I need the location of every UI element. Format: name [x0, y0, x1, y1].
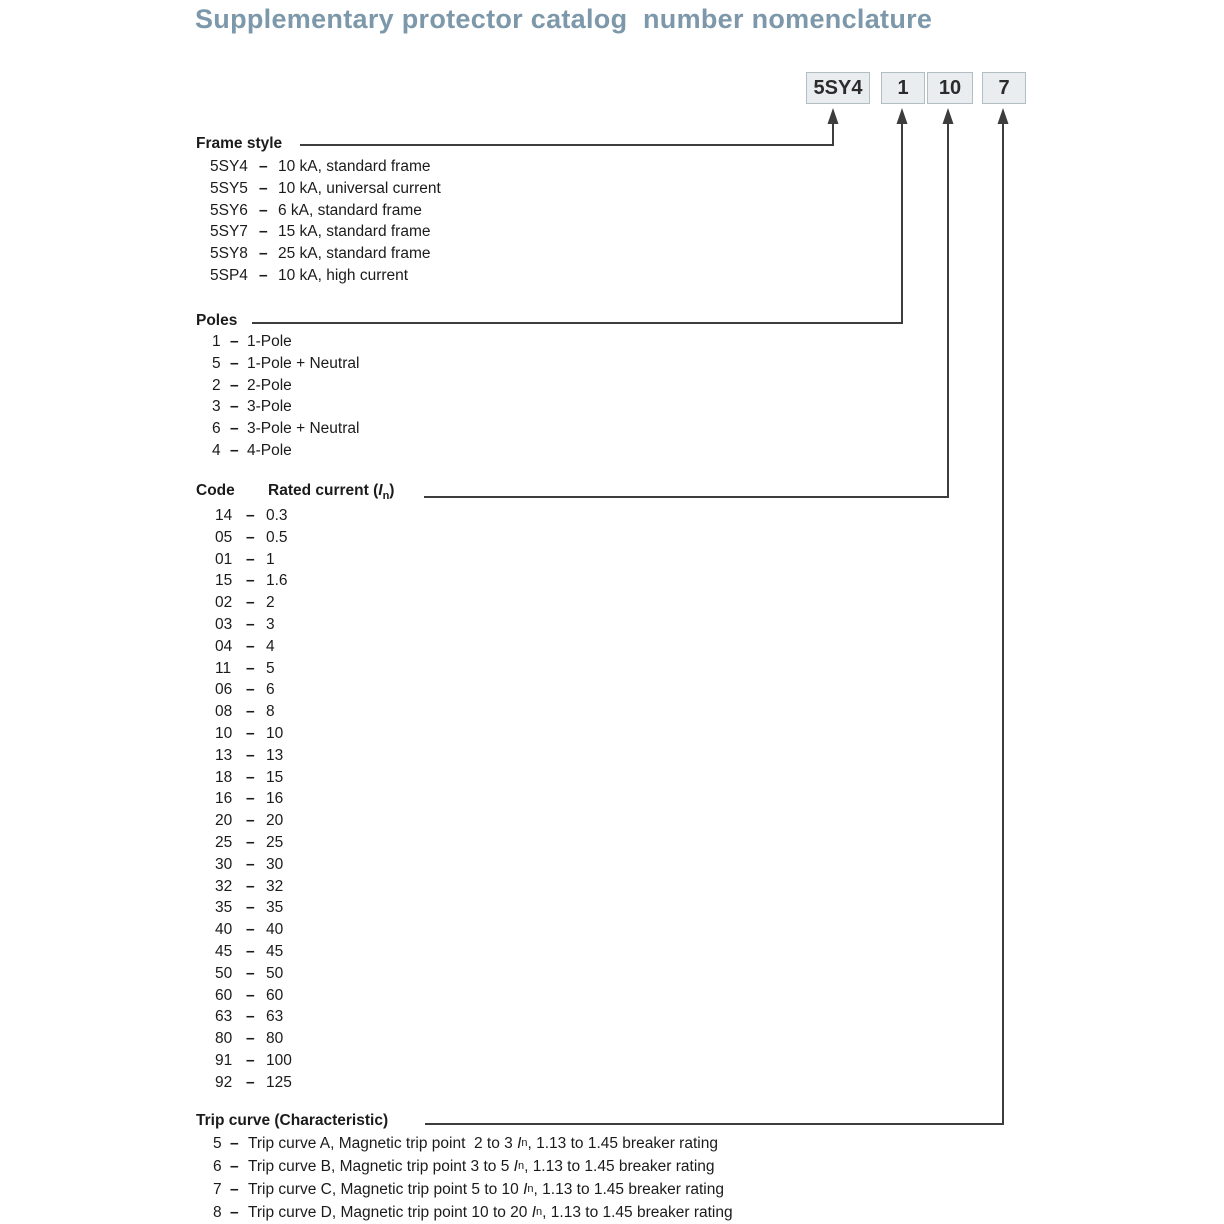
item-separator: –	[246, 833, 255, 851]
item-code: 5SY4	[210, 158, 248, 175]
item-description: 63	[266, 1008, 284, 1026]
item-code: 18	[215, 768, 233, 786]
item-code: 20	[215, 812, 233, 830]
item-code: 5SY6	[210, 201, 248, 219]
item-separator: –	[246, 594, 255, 612]
item-code: 01	[215, 550, 233, 568]
item-code: 6	[212, 420, 221, 438]
item-separator: –	[230, 1135, 239, 1152]
item-separator: –	[259, 266, 268, 284]
current-symbol-subscript: n	[517, 1160, 525, 1172]
item-separator: –	[246, 964, 255, 982]
item-code: 04	[215, 637, 233, 655]
item-code: 10	[215, 724, 233, 742]
item-code: 7	[213, 1181, 222, 1198]
rated-current-item	[215, 1028, 292, 1050]
frame-style-item	[210, 178, 441, 200]
item-code: 5SY7	[210, 223, 248, 241]
item-separator: –	[259, 223, 268, 241]
item-description: 1.6	[266, 572, 288, 590]
item-description: 80	[266, 1030, 284, 1048]
item-code: 45	[215, 942, 233, 960]
item-code: 5SY5	[210, 179, 248, 197]
item-description: 25 kA, standard frame	[278, 245, 431, 263]
arrow-up-icon	[897, 108, 908, 124]
item-separator: –	[246, 507, 255, 524]
item-code: 32	[215, 877, 233, 895]
rated-current-header-suffix: )	[389, 482, 395, 499]
rated-current-item	[215, 1050, 292, 1072]
item-code: 2	[212, 376, 221, 394]
item-separator: –	[246, 659, 255, 677]
rated-current-item	[215, 614, 292, 636]
current-symbol-subscript: n	[521, 1137, 528, 1149]
item-description: 10	[266, 724, 284, 742]
connector-frame-style-line	[300, 123, 833, 145]
item-separator: –	[230, 354, 239, 372]
item-separator: –	[246, 724, 255, 742]
item-description: 10 kA, universal current	[278, 179, 441, 197]
item-separator: –	[230, 420, 239, 438]
item-code: 14	[215, 507, 233, 524]
item-text-prefix: Trip curve B, Magnetic trip point 3 to 5	[248, 1158, 514, 1175]
item-code: 30	[215, 855, 233, 873]
item-separator: –	[246, 703, 255, 721]
trip-curve-item	[213, 1155, 733, 1178]
current-symbol: I	[513, 1158, 518, 1175]
item-description: 35	[266, 899, 284, 917]
rated-current-item	[215, 636, 292, 658]
poles-header: Poles	[196, 312, 238, 329]
item-description: 20	[266, 812, 284, 830]
item-separator: –	[246, 746, 255, 764]
rated-current-item	[215, 1072, 292, 1094]
item-description: 40	[266, 921, 284, 939]
poles-item	[212, 440, 359, 462]
catalog-box-poles	[881, 72, 925, 104]
rated-current-item	[215, 832, 292, 854]
item-description: 3-Pole	[247, 398, 292, 416]
item-code: 5SP4	[210, 266, 248, 284]
rated-current-item	[215, 745, 292, 767]
item-description: 3	[266, 615, 275, 633]
item-separator: –	[230, 376, 239, 394]
rated-current-item	[215, 788, 292, 810]
current-symbol: I	[517, 1135, 522, 1152]
rated-current-item	[215, 658, 292, 680]
item-description: 10 kA, high current	[278, 266, 409, 284]
item-separator: –	[246, 572, 255, 590]
poles-item	[212, 375, 359, 397]
item-code: 50	[215, 964, 233, 982]
item-description: 13	[266, 746, 284, 764]
item-description: 60	[266, 986, 284, 1004]
rated-current-item	[215, 505, 292, 527]
item-separator: –	[259, 158, 268, 175]
catalog-box-poles-value: 1	[897, 76, 909, 99]
poles-list	[212, 331, 359, 462]
item-description: 8	[266, 703, 275, 721]
rated-current-header-prefix: Rated current (	[268, 482, 379, 499]
item-code: 80	[215, 1030, 233, 1048]
item-code: 05	[215, 528, 233, 546]
poles-item	[212, 353, 359, 375]
rated-current-header	[268, 482, 394, 505]
item-separator: –	[246, 942, 255, 960]
item-separator: –	[246, 812, 255, 830]
item-separator: –	[259, 201, 268, 219]
item-separator: –	[246, 855, 255, 873]
catalog-box-rated-current-value: 10	[938, 76, 962, 99]
current-symbol-subscript: n	[382, 490, 390, 503]
poles-item	[212, 396, 359, 418]
rated-current-item	[215, 919, 292, 941]
catalog-box-frame-style-value: 5SY4	[813, 76, 863, 99]
rated-current-code-header: Code	[196, 482, 235, 499]
item-text-prefix: Trip curve A, Magnetic trip point 2 to 3	[248, 1135, 518, 1152]
item-description: 1-Pole	[247, 333, 292, 350]
current-symbol: I	[378, 482, 383, 499]
item-description: 2	[266, 594, 275, 612]
item-description: 16	[266, 790, 284, 808]
item-code: 91	[215, 1051, 233, 1069]
rated-current-item	[215, 549, 292, 571]
rated-current-item	[215, 810, 292, 832]
item-separator: –	[246, 1073, 255, 1091]
rated-current-item	[215, 897, 292, 919]
frame-style-header: Frame style	[196, 135, 283, 152]
item-separator: –	[230, 441, 239, 459]
item-separator: –	[230, 333, 239, 350]
item-code: 60	[215, 986, 233, 1004]
rated-current-item	[215, 767, 292, 789]
item-separator: –	[230, 398, 239, 416]
item-text-suffix: , 1.13 to 1.45 breaker rating	[533, 1181, 724, 1198]
frame-style-item	[210, 156, 441, 178]
item-separator: –	[246, 1008, 255, 1026]
rated-current-item	[215, 963, 292, 985]
current-symbol: I	[523, 1181, 528, 1198]
catalog-box-trip-curve	[982, 72, 1026, 104]
item-separator: –	[246, 877, 255, 895]
item-separator: –	[246, 899, 255, 917]
trip-curve-header: Trip curve (Characteristic)	[196, 1112, 389, 1129]
item-code: 5	[212, 354, 221, 372]
rated-current-item	[215, 679, 292, 701]
item-description: 6 kA, standard frame	[278, 201, 422, 219]
rated-current-item	[215, 527, 292, 549]
item-code: 3	[212, 398, 221, 416]
rated-current-list	[215, 505, 292, 1094]
item-description: 30	[266, 855, 284, 873]
item-separator: –	[246, 986, 255, 1004]
catalog-box-rated-current	[927, 72, 973, 104]
frame-style-item	[210, 221, 441, 243]
item-code: 16	[215, 790, 233, 808]
catalog-box-trip-curve-value: 7	[998, 76, 1010, 99]
item-separator: –	[246, 681, 255, 699]
item-text-prefix: Trip curve C, Magnetic trip point 5 to 10	[248, 1181, 524, 1198]
frame-style-item	[210, 200, 441, 222]
item-code: 15	[215, 572, 233, 590]
item-separator: –	[259, 179, 268, 197]
item-description: 1	[266, 550, 275, 568]
item-code: 02	[215, 594, 233, 612]
item-code: 08	[215, 703, 233, 721]
item-separator: –	[246, 790, 255, 808]
item-code: 35	[215, 899, 233, 917]
item-code: 5SY8	[210, 245, 248, 263]
current-symbol-subscript: n	[527, 1183, 534, 1195]
item-code: 13	[215, 746, 233, 764]
page-title: Supplementary protector catalog number nomenclature	[195, 4, 933, 34]
item-code: 4	[212, 441, 221, 459]
item-code: 63	[215, 1008, 233, 1026]
poles-item	[212, 418, 359, 440]
arrow-up-icon	[998, 108, 1009, 124]
item-description: 4	[266, 637, 275, 655]
item-text-prefix: Trip curve D, Magnetic trip point 10 to 20	[248, 1204, 532, 1221]
item-description: 50	[266, 964, 284, 982]
item-separator: –	[246, 921, 255, 939]
rated-current-item	[215, 876, 292, 898]
item-separator: –	[246, 637, 255, 655]
rated-current-item	[215, 723, 292, 745]
item-description: 0.3	[266, 507, 288, 524]
item-description: 5	[266, 659, 275, 677]
trip-curve-item	[213, 1201, 733, 1224]
connector-rated-current-line	[424, 123, 948, 497]
item-code: 06	[215, 681, 233, 699]
item-separator: –	[246, 1051, 255, 1069]
item-description: 25	[266, 833, 284, 851]
trip-curve-item	[213, 1178, 733, 1201]
item-code: 6	[213, 1158, 222, 1175]
item-separator: –	[259, 245, 268, 263]
item-separator: –	[246, 1030, 255, 1048]
item-description: 125	[266, 1073, 292, 1091]
frame-style-item	[210, 265, 441, 287]
rated-current-item	[215, 1006, 292, 1028]
item-description: 2-Pole	[247, 376, 292, 394]
rated-current-item	[215, 985, 292, 1007]
arrow-up-icon	[943, 108, 954, 124]
item-code: 5	[213, 1135, 222, 1152]
rated-current-item	[215, 592, 292, 614]
arrow-up-icon	[828, 108, 839, 124]
rated-current-item	[215, 701, 292, 723]
frame-style-list	[210, 156, 441, 287]
item-description: 15	[266, 768, 284, 786]
item-code: 8	[213, 1204, 222, 1221]
item-description: 4-Pole	[247, 441, 292, 459]
current-symbol-subscript: n	[536, 1206, 543, 1218]
item-separator: –	[246, 528, 255, 546]
item-separator: –	[246, 550, 255, 568]
item-separator: –	[230, 1158, 239, 1175]
item-code: 40	[215, 921, 233, 939]
item-description: 0.5	[266, 528, 288, 546]
item-description: 15 kA, standard frame	[278, 223, 431, 241]
item-text-suffix: , 1.13 to 1.45 breaker rating	[542, 1204, 733, 1221]
rated-current-item	[215, 854, 292, 876]
item-description: 100	[266, 1051, 292, 1069]
item-separator: –	[230, 1204, 239, 1221]
item-separator: –	[246, 615, 255, 633]
item-description: 6	[266, 681, 275, 699]
item-description: 3-Pole + Neutral	[247, 420, 360, 438]
item-code: 92	[215, 1073, 233, 1091]
item-code: 25	[215, 833, 233, 851]
rated-current-item	[215, 570, 292, 592]
item-text-suffix: , 1.13 to 1.45 breaker rating	[527, 1135, 718, 1152]
frame-style-item	[210, 243, 441, 265]
trip-curve-item	[213, 1132, 733, 1155]
rated-current-item	[215, 941, 292, 963]
item-text-suffix: , 1.13 to 1.45 breaker rating	[524, 1158, 715, 1175]
item-code: 03	[215, 615, 233, 633]
item-description: 1-Pole + Neutral	[247, 354, 360, 372]
item-description: 10 kA, standard frame	[278, 158, 431, 175]
current-symbol: I	[531, 1204, 537, 1221]
item-code: 11	[215, 659, 232, 677]
connector-trip-curve-line	[425, 123, 1003, 1124]
item-description: 45	[266, 942, 284, 960]
item-separator: –	[230, 1181, 239, 1198]
poles-item	[212, 331, 359, 353]
trip-curve-list	[213, 1132, 733, 1224]
item-code: 1	[212, 333, 221, 350]
catalog-box-frame-style	[806, 72, 870, 104]
item-separator: –	[246, 768, 255, 786]
item-description: 32	[266, 877, 284, 895]
